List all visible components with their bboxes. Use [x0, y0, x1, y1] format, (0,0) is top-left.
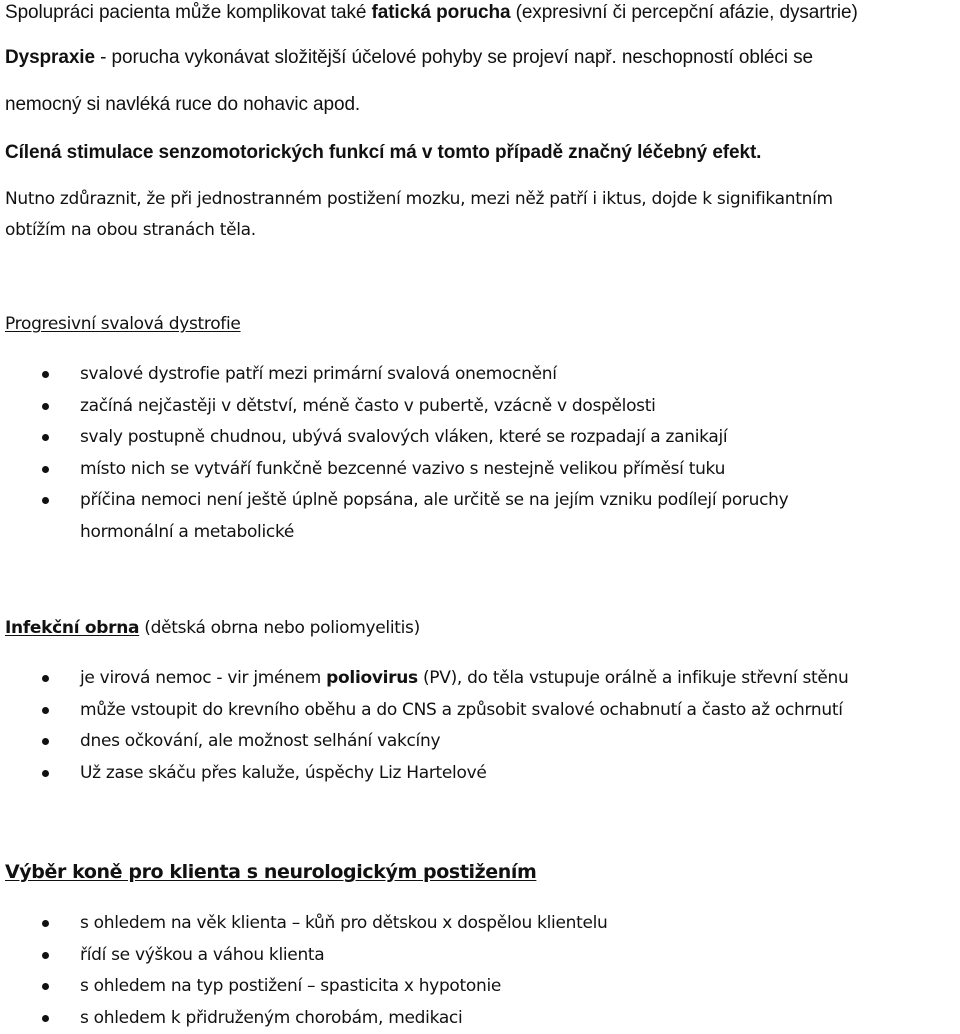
intro-line-5: Nutno zdůraznit, že při jednostranném postižení mozku, mezi něž patří i iktus, dojde k signifikantním [5, 191, 833, 208]
bullet-icon [42, 920, 49, 927]
list-item-text-continued: hormonální a metabolické [80, 517, 960, 549]
list-item [0, 726, 960, 758]
list-item-text: svalové dystrofie patří mezi primární svalová onemocnění [80, 364, 557, 384]
list-item [0, 663, 960, 695]
bullet-icon [42, 952, 49, 959]
list-item [0, 359, 960, 391]
intro-line-4 [5, 143, 761, 162]
list-item [0, 422, 960, 454]
list-item-text: s ohledem k přidruženým chorobám, medikaci [80, 1008, 462, 1028]
list-item-text: svaly postupně chudnou, ubývá svalových vláken, které se rozpadají a zanikají [80, 427, 727, 447]
intro-line-1-pre: Spolupráci pacienta může komplikovat také [5, 2, 372, 23]
list-item-text: je virová nemoc - vir jménem [80, 668, 326, 688]
bullet-icon [42, 1015, 49, 1022]
kone-list [0, 908, 960, 1034]
dystrofie-heading-text: Progresivní svalová dystrofie [5, 314, 241, 334]
bullet-icon [42, 707, 49, 714]
dystrofie-list [0, 359, 960, 548]
list-item-text-post: (PV), do těla vstupuje orálně a infikuje střevní stěnu [418, 668, 849, 688]
list-item [0, 485, 960, 548]
list-item [0, 695, 960, 727]
bullet-icon [42, 738, 49, 745]
bullet-icon [42, 675, 49, 682]
list-item-text: může vstoupit do krevního oběhu a do CNS a způsobit svalové ochabnutí a často až ochrnutí [80, 700, 843, 720]
list-item-bold: poliovirus [326, 668, 418, 688]
list-item [0, 758, 960, 790]
list-item [0, 908, 960, 940]
list-item-text: s ohledem na věk klienta – kůň pro dětskou x dospělou klientelu [80, 913, 608, 933]
list-item-text: místo nich se vytváří funkčně bezcenné vazivo s nestejně velikou příměsí tuku [80, 459, 725, 479]
list-item [0, 1003, 960, 1034]
intro-line-3: nemocný si navléká ruce do nohavic apod. [5, 95, 360, 114]
list-item [0, 940, 960, 972]
bullet-icon [42, 434, 49, 441]
bullet-icon [42, 371, 49, 378]
bullet-icon [42, 403, 49, 410]
list-item [0, 971, 960, 1003]
intro-line-6: obtížím na obou stranách těla. [5, 222, 256, 239]
intro-line-2-post: - porucha vykonávat složitější účelové pohyby se projeví např. neschopností obléci se [95, 47, 813, 68]
intro-line-2-bold: Dyspraxie [5, 47, 95, 68]
bullet-icon [42, 497, 49, 504]
obrna-heading-bold-text: Infekční obrna [5, 618, 139, 638]
list-item-text: dnes očkování, ale možnost selhání vakcíny [80, 731, 440, 751]
list-item-text: Už zase skáču přes kaluže, úspěchy Liz Hartelové [80, 763, 487, 783]
bullet-icon [42, 466, 49, 473]
intro-line-4-bold: Cílená stimulace senzomotorických funkcí má v tomto případě značný léčebný efekt. [5, 142, 761, 163]
list-item-text: s ohledem na typ postižení – spasticita x hypotonie [80, 976, 501, 996]
kone-heading-text: Výběr koně pro klienta s neurologickým postižením [5, 861, 536, 883]
obrna-list [0, 663, 960, 789]
intro-line-2 [5, 48, 813, 67]
section-heading-kone [5, 863, 536, 882]
list-item [0, 391, 960, 423]
list-item-text: začíná nejčastěji v dětství, méně často v pubertě, vzácně v dospělosti [80, 396, 656, 416]
obrna-heading-rest: (dětská obrna nebo poliomyelitis) [139, 618, 420, 638]
list-item-text: řídí se výškou a váhou klienta [80, 945, 324, 965]
intro-line-1 [5, 3, 858, 22]
intro-line-1-bold: fatická porucha [372, 2, 511, 23]
intro-line-1-post: (expresivní či percepční afázie, dysartrie) [510, 2, 857, 23]
section-heading-dystrofie [5, 316, 241, 333]
obrna-heading-bold [5, 618, 139, 638]
section-heading-obrna [5, 620, 420, 637]
list-item [0, 454, 960, 486]
list-item-text: příčina nemoci není ještě úplně popsána, ale určitě se na jejím vzniku podílejí poruchy [80, 485, 960, 517]
bullet-icon [42, 983, 49, 990]
bullet-icon [42, 770, 49, 777]
